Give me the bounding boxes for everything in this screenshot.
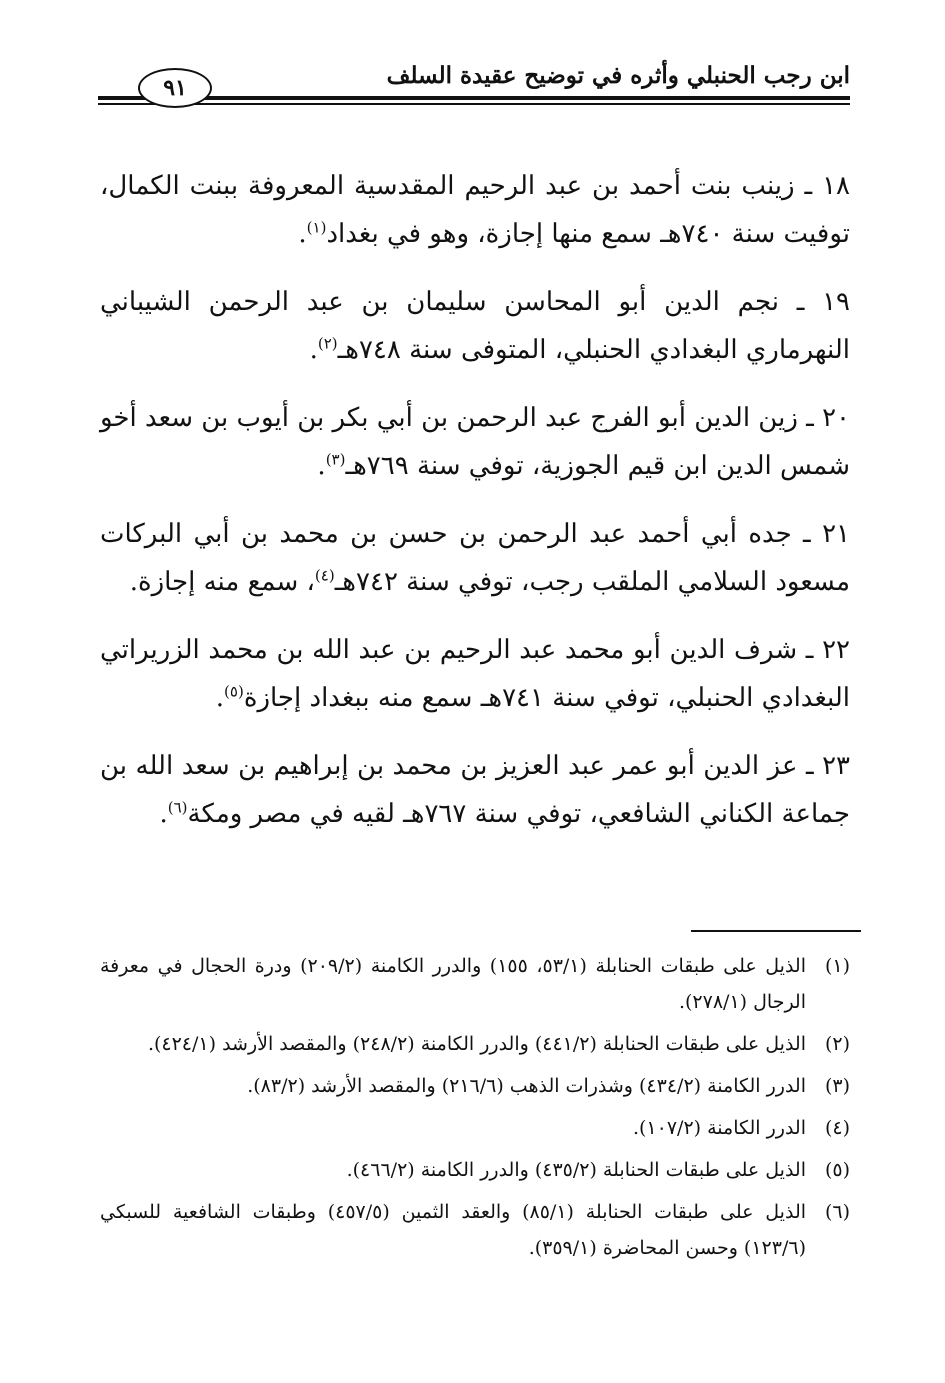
footnotes [100, 948, 850, 1272]
footnote-5 [100, 1152, 850, 1188]
entry-tail: . [159, 799, 168, 829]
running-title: ابن رجب الحنبلي وأثره في توضيح عقيدة السلف [386, 62, 850, 89]
header-rule-thick [98, 96, 850, 100]
footnote-text: الذيل على طبقات الحنابلة (٤٣٥/٢) والدرر الكامنة (٤٦٦/٢). [346, 1159, 806, 1181]
entry-tail: . [317, 451, 326, 481]
footnote-ref: (٢) [317, 334, 338, 353]
footnote-text: الدرر الكامنة (١٠٧/٢). [632, 1117, 806, 1139]
entry-21 [100, 510, 850, 606]
footnote-4 [100, 1110, 850, 1146]
entry-text: ١٨ ـ زينب بنت أحمد بن عبد الرحيم المقدسية المعروفة ببنت الكمال، توفيت سنة ٧٤٠هـ سمع منها إجازة، وهو في بغداد [100, 171, 850, 249]
footnote-number: (٥) [824, 1159, 850, 1181]
header-rule-thin [98, 103, 850, 105]
footnote-3 [100, 1068, 850, 1104]
entry-text: ٢١ ـ جده أبي أحمد عبد الرحمن بن حسن بن محمد بن أبي البركات مسعود السلامي الملقب رجب، توفي سنة ٧٤٢هـ [100, 519, 850, 597]
footnote-ref: (٤) [314, 566, 335, 585]
footnote-text: الذيل على طبقات الحنابلة (٤٤١/٢) والدرر الكامنة (٢٤٨/٢) والمقصد الأرشد (٤٢٤/١). [147, 1033, 806, 1055]
page-number-badge [138, 68, 212, 108]
footnote-ref: (٦) [167, 798, 188, 817]
page-header [98, 58, 850, 118]
entry-tail: . [309, 335, 318, 365]
entry-18 [100, 162, 850, 258]
footnote-ref: (٣) [325, 450, 346, 469]
entry-20 [100, 394, 850, 490]
entry-22 [100, 626, 850, 722]
entry-text: ٢٢ ـ شرف الدين أبو محمد عبد الرحيم بن عبد الله بن محمد الزريراتي البغدادي الحنبلي، توفي سنة ٧٤١هـ سمع منه ببغداد إجازة [100, 635, 850, 713]
footnote-ref: (٥) [224, 682, 244, 701]
entry-text: ١٩ ـ نجم الدين أبو المحاسن سليمان بن عبد الرحمن الشيباني النهرماري البغدادي الحنبلي، المتوفى سنة ٧٤٨هـ [100, 287, 850, 365]
entry-19 [100, 278, 850, 374]
footnote-number: (٦) [824, 1201, 850, 1223]
footnote-number: (٤) [824, 1117, 850, 1139]
footnote-text: الذيل على طبقات الحنابلة (٥٣/١، ١٥٥) والدرر الكامنة (٢٠٩/٢) ودرة الحجال في معرفة الرجال (٢٧٨/١). [100, 955, 806, 1013]
entry-text: ٢٠ ـ زين الدين أبو الفرج عبد الرحمن بن أبي بكر بن أيوب بن سعد أخو شمس الدين ابن قيم الجوزية، توفي سنة ٧٦٩هـ [100, 403, 850, 481]
footnote-text: الدرر الكامنة (٤٣٤/٢) وشذرات الذهب (٢١٦/٦) والمقصد الأرشد (٨٣/٢). [247, 1075, 806, 1097]
entry-tail: ، سمع منه إجازة. [129, 567, 315, 597]
entry-tail: . [215, 683, 225, 713]
footnote-number: (١) [824, 955, 850, 977]
entry-tail: . [298, 219, 307, 249]
footnote-6 [100, 1194, 850, 1266]
footnote-1 [100, 948, 850, 1020]
page-number: ٩١ [163, 75, 187, 101]
entry-text: ٢٣ ـ عز الدين أبو عمر عبد العزيز بن محمد بن إبراهيم بن سعد الله بن جماعة الكناني الشافعي، توفي سنة ٧٦٧هـ لقيه في مصر ومكة [100, 751, 850, 829]
footnote-number: (٢) [824, 1033, 850, 1055]
footnote-number: (٣) [824, 1075, 850, 1097]
footnote-2 [100, 1026, 850, 1062]
footnote-text: الذيل على طبقات الحنابلة (٨٥/١) والعقد الثمين (٤٥٧/٥) وطبقات الشافعية للسبكي (١٢٣/٦) وحسن المحاضرة (٣٥٩/١). [100, 1201, 807, 1259]
main-text [100, 162, 850, 858]
entry-23 [100, 742, 850, 838]
footnote-ref: (١) [306, 218, 327, 237]
